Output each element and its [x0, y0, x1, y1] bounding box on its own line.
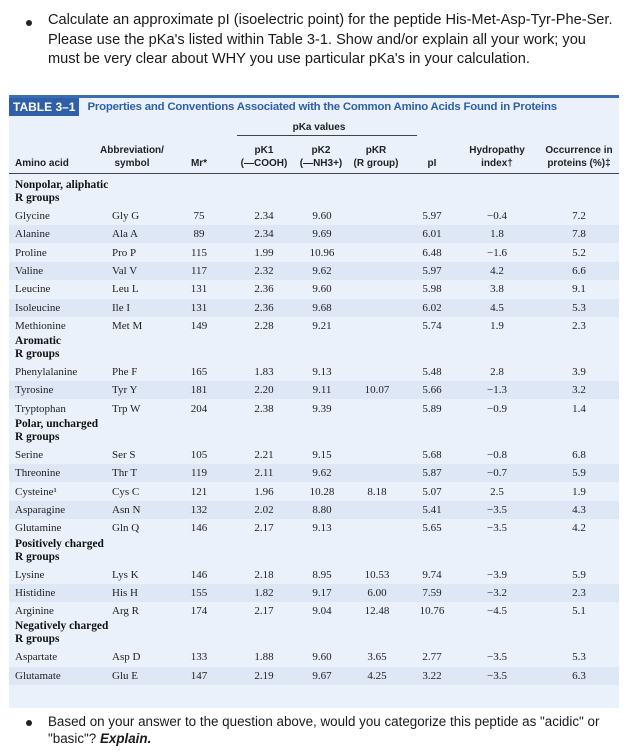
- table-row: [9, 584, 619, 602]
- pk1-value: 2.17: [254, 605, 274, 618]
- pi-value: 6.48: [422, 246, 442, 259]
- pk1-value: 2.19: [254, 669, 274, 682]
- pkr-sub-header: (R group): [353, 158, 399, 169]
- pk2-value: 9.17: [312, 586, 332, 599]
- pkr-value: 4.25: [367, 669, 387, 682]
- hyd-value: −0.8: [487, 449, 507, 461]
- mr-value: 146: [190, 522, 208, 535]
- table-row: [9, 225, 619, 243]
- pk1-value: 2.34: [254, 228, 274, 241]
- occ-value: 4.2: [572, 522, 586, 535]
- hydropathy-header-1: Hydropathy: [469, 145, 525, 156]
- occ-value: 4.3: [572, 503, 586, 516]
- occ-value: 7.2: [572, 210, 586, 222]
- question-2-emphasis: Explain.: [99, 731, 152, 746]
- pk1-value: 1.88: [254, 651, 274, 664]
- bullet-icon: [26, 20, 32, 26]
- abbreviation: Gln Q: [112, 522, 140, 535]
- pk2-value: 9.13: [312, 366, 332, 379]
- occ-value: 5.3: [572, 301, 586, 314]
- table-title: [9, 98, 557, 116]
- hyd-value: −3.5: [487, 651, 507, 664]
- pk2-value: 9.68: [312, 301, 332, 314]
- pk2-value: 9.39: [312, 402, 332, 415]
- pk2-value: 10.28: [309, 485, 335, 498]
- pkr-value: 3.65: [367, 651, 387, 664]
- hyd-value: −0.9: [487, 402, 507, 415]
- hyd-value: −1.6: [487, 246, 507, 259]
- occ-value: 9.1: [572, 283, 586, 296]
- mr-value: 131: [190, 283, 208, 296]
- group-subheading: R groups: [15, 550, 60, 563]
- mr-value: 115: [190, 246, 208, 259]
- hyd-value: 2.8: [490, 366, 504, 379]
- table-row: [9, 400, 619, 418]
- table-row: [9, 207, 619, 225]
- pi-value: 5.65: [422, 522, 442, 535]
- hyd-value: 4.5: [490, 301, 504, 314]
- pk2-header: pK2: [311, 145, 331, 156]
- hyd-value: −3.2: [487, 586, 507, 599]
- group-heading: Positively charged: [15, 537, 104, 550]
- abbreviation: Lys K: [112, 568, 139, 581]
- pkr-value: 6.00: [367, 586, 387, 599]
- occ-value: 7.8: [572, 228, 586, 241]
- amino-acid-name: Glycine: [15, 210, 50, 222]
- abbreviation: Val V: [112, 264, 138, 277]
- occ-value: 6.8: [572, 449, 586, 461]
- bullet-icon: [26, 720, 32, 726]
- table-label: TABLE 3–1: [9, 98, 79, 116]
- amino-acid-name: Tryptophan: [15, 402, 66, 415]
- pk1-value: 2.32: [254, 264, 274, 277]
- abbreviation: Trp W: [112, 402, 141, 415]
- hyd-value: 3.8: [490, 283, 504, 296]
- amino-acid-name: Asparagine: [15, 503, 66, 516]
- amino-acid-name: Threonine: [15, 467, 61, 480]
- pi-value: 5.97: [422, 210, 442, 222]
- group-subheading: R groups: [15, 192, 60, 204]
- question-2-text: [48, 713, 613, 747]
- abbreviation: Cys C: [112, 485, 140, 498]
- pk1-header: pK1: [254, 145, 274, 156]
- abbreviation-header-1: Abbreviation/: [100, 145, 164, 156]
- pk1-value: 2.38: [254, 402, 274, 415]
- occ-value: 3.9: [572, 366, 586, 379]
- pi-value: 3.22: [422, 669, 442, 682]
- mr-value: 181: [190, 384, 208, 397]
- amino-acid-name: Isoleucine: [15, 301, 61, 314]
- amino-acid-name: Histidine: [15, 586, 56, 599]
- pkr-value: 12.48: [364, 605, 390, 618]
- amino-acid-name: Tyrosine: [15, 384, 54, 397]
- pk2-value: 9.11: [312, 384, 332, 397]
- pk2-sub-header: (—NH3+): [299, 158, 343, 169]
- hyd-value: 1.9: [490, 319, 504, 332]
- pk2-value: 9.21: [312, 319, 332, 332]
- table-row: [9, 299, 619, 317]
- occ-value: 5.2: [572, 246, 586, 259]
- abbreviation: Tyr Y: [112, 384, 138, 397]
- table-row: [9, 483, 619, 501]
- occ-value: 6.3: [572, 669, 586, 682]
- abbreviation: Ala A: [112, 228, 138, 241]
- abbreviation: Met M: [112, 319, 143, 332]
- group-subheading: R groups: [15, 633, 60, 646]
- pi-value: 5.48: [422, 366, 442, 379]
- table-row: [9, 648, 619, 666]
- table-row: [9, 501, 619, 519]
- amino-acid-name: Glutamate: [15, 669, 61, 682]
- hyd-value: −0.7: [487, 467, 507, 480]
- abbreviation: Ile I: [112, 301, 131, 314]
- hyd-value: −3.9: [487, 568, 507, 581]
- amino-acid-name: Leucine: [15, 283, 51, 296]
- pk2-value: 10.96: [309, 246, 335, 259]
- occ-value: 5.9: [572, 467, 586, 480]
- group-heading: Nonpolar, aliphatic: [15, 179, 109, 191]
- pk2-value: 9.13: [312, 522, 332, 535]
- abbreviation: Arg R: [112, 605, 139, 618]
- mr-value: 121: [190, 485, 208, 498]
- pk2-value: 9.60: [312, 283, 332, 296]
- occ-value: 5.1: [572, 605, 586, 618]
- pk2-value: 9.62: [312, 467, 332, 480]
- abbreviation: Pro P: [112, 246, 137, 259]
- occurrence-header-1: Occurrence in: [545, 145, 613, 156]
- amino-acid-name: Glutamine: [15, 522, 62, 535]
- mr-header: Mr*: [190, 158, 208, 169]
- amino-acid-name: Lysine: [15, 568, 45, 581]
- pk1-value: 2.21: [254, 449, 274, 461]
- pkr-value: 8.18: [367, 485, 387, 498]
- abbreviation: Leu L: [112, 283, 139, 296]
- amino-acid-name: Arginine: [15, 605, 54, 618]
- amino-acid-name: Cysteine¹: [15, 485, 57, 498]
- group-subheading: R groups: [15, 348, 60, 361]
- question-2: [0, 713, 627, 753]
- pi-value: 5.68: [422, 449, 442, 461]
- occ-value: 1.4: [572, 402, 586, 415]
- mr-value: 75: [193, 210, 205, 222]
- pk2-value: 8.80: [312, 503, 332, 516]
- abbreviation: Gly G: [112, 210, 140, 222]
- amino-acid-name: Serine: [15, 449, 44, 461]
- amino-acid-name: Valine: [15, 264, 44, 277]
- amino-acid-header: Amino acid: [15, 158, 69, 169]
- mr-value: 131: [190, 301, 208, 314]
- mr-value: 147: [190, 669, 208, 682]
- group-subheading: R groups: [15, 431, 60, 443]
- occ-value: 2.3: [572, 319, 586, 332]
- pk2-value: 9.15: [312, 449, 332, 461]
- pk1-value: 1.96: [254, 485, 274, 498]
- abbreviation: His H: [112, 586, 138, 599]
- pi-value: 5.87: [422, 467, 442, 480]
- pi-value: 7.59: [422, 586, 442, 599]
- mr-value: 149: [190, 319, 208, 332]
- hyd-value: −3.5: [487, 522, 507, 535]
- amino-acid-name: Alanine: [15, 228, 50, 241]
- abbreviation: Thr T: [112, 467, 138, 480]
- mr-value: 105: [190, 449, 208, 461]
- abbreviation: Asn N: [112, 503, 141, 516]
- pk1-value: 2.02: [254, 503, 274, 516]
- pk1-value: 2.28: [254, 319, 274, 332]
- pkr-value: 10.53: [364, 568, 390, 581]
- pk1-value: 2.18: [254, 568, 274, 581]
- pk2-value: 9.04: [312, 605, 332, 618]
- mr-value: 132: [190, 503, 208, 516]
- abbreviation: Asp D: [112, 651, 141, 664]
- pk1-value: 2.17: [254, 522, 274, 535]
- question-1: [0, 11, 627, 75]
- pk1-value: 2.36: [254, 283, 274, 296]
- group-heading: Polar, uncharged: [15, 418, 99, 430]
- pi-value: 6.02: [422, 301, 442, 314]
- table-row: [9, 381, 619, 399]
- pk1-value: 1.82: [254, 586, 274, 599]
- occ-value: 2.3: [572, 586, 586, 599]
- table-row: [9, 667, 619, 685]
- pk2-value: 9.67: [312, 669, 332, 682]
- question-2-prompt: Based on your answer to the question above, would you categorize this peptide as "acidic" or "basic"?: [48, 714, 600, 746]
- abbreviation-header-2: symbol: [114, 158, 150, 169]
- pi-value: 5.66: [422, 384, 442, 397]
- amino-acid-name: Methionine: [15, 319, 66, 332]
- occ-value: 3.2: [572, 384, 586, 397]
- table-row: [9, 566, 619, 584]
- pka-values-header: pKa values: [292, 122, 346, 133]
- table-row: [9, 317, 619, 335]
- hyd-value: −0.4: [487, 210, 507, 222]
- header-divider: [9, 173, 619, 174]
- question-1-text: Calculate an approximate pI (isoelectric point) for the peptide His-Met-Asp-Tyr-Phe-Ser. Please use the pKa's listed within Table 3-1. Show and/or explain all your work; you must be very clear about WHY you use particular pKa's in your calculation.: [48, 12, 613, 67]
- pkr-value: 10.07: [364, 384, 390, 397]
- hyd-value: −1.3: [487, 384, 507, 397]
- mr-value: 117: [190, 264, 208, 277]
- pi-value: 2.77: [422, 651, 442, 664]
- pk2-value: 9.62: [312, 264, 332, 277]
- pk1-value: 1.83: [254, 366, 274, 379]
- pk2-value: 9.60: [312, 651, 332, 664]
- occ-value: 5.9: [572, 568, 586, 581]
- hyd-value: −4.5: [487, 605, 507, 618]
- pka-divider: [237, 135, 417, 136]
- pk1-value: 1.99: [254, 246, 274, 259]
- abbreviation: Glu E: [112, 669, 138, 682]
- pk2-value: 8.95: [312, 568, 332, 581]
- pk1-sub-header: (—COOH): [240, 158, 288, 169]
- mr-value: 165: [190, 366, 208, 379]
- table-row: [9, 446, 619, 464]
- pi-header: pI: [427, 158, 437, 169]
- mr-value: 204: [190, 402, 208, 415]
- pi-value: 5.07: [422, 485, 442, 498]
- abbreviation: Ser S: [112, 449, 136, 461]
- pk2-value: 9.69: [312, 228, 332, 241]
- amino-acid-table: [9, 95, 619, 708]
- pk1-value: 2.20: [254, 384, 274, 397]
- group-heading: Aromatic: [15, 335, 61, 348]
- amino-acid-name: Aspartate: [15, 651, 58, 664]
- occ-value: 5.3: [572, 651, 586, 664]
- table-row: [9, 464, 619, 482]
- mr-value: 133: [190, 651, 208, 664]
- mr-value: 89: [193, 228, 205, 241]
- pi-value: 5.98: [422, 283, 442, 296]
- hyd-value: 1.8: [490, 228, 504, 241]
- pk1-value: 2.11: [254, 467, 274, 480]
- occ-value: 6.6: [572, 264, 586, 277]
- group-heading: Negatively charged: [15, 620, 109, 633]
- mr-value: 146: [190, 568, 208, 581]
- hydropathy-header-2: index†: [481, 158, 513, 169]
- table-caption: Properties and Conventions Associated with the Common Amino Acids Found in Proteins: [87, 101, 557, 113]
- pi-value: 5.74: [422, 319, 442, 332]
- mr-value: 155: [190, 586, 208, 599]
- hyd-value: 4.2: [490, 264, 504, 277]
- pk1-value: 2.34: [254, 210, 274, 222]
- occ-value: 1.9: [572, 485, 586, 498]
- pi-value: 5.89: [422, 402, 442, 415]
- table-row: [9, 262, 619, 280]
- table-row: [9, 244, 619, 262]
- pi-value: 5.97: [422, 264, 442, 277]
- pi-value: 9.74: [422, 568, 442, 581]
- pk1-value: 2.36: [254, 301, 274, 314]
- table-row: [9, 280, 619, 298]
- pi-value: 5.41: [422, 503, 442, 516]
- hyd-value: 2.5: [490, 485, 504, 498]
- table-row: [9, 363, 619, 381]
- pi-value: 6.01: [422, 228, 442, 241]
- pi-value: 10.76: [419, 605, 445, 618]
- mr-value: 119: [190, 467, 208, 480]
- hyd-value: −3.5: [487, 669, 507, 682]
- occurrence-header-2: proteins (%)‡: [547, 158, 611, 169]
- hyd-value: −3.5: [487, 503, 507, 516]
- pkr-header: pKR: [365, 145, 387, 156]
- mr-value: 174: [190, 605, 208, 618]
- abbreviation: Phe F: [112, 366, 138, 379]
- table-row: [9, 602, 619, 620]
- amino-acid-name: Phenylalanine: [15, 366, 78, 379]
- table-row: [9, 519, 619, 537]
- pk2-value: 9.60: [312, 210, 332, 222]
- amino-acid-name: Proline: [15, 246, 47, 259]
